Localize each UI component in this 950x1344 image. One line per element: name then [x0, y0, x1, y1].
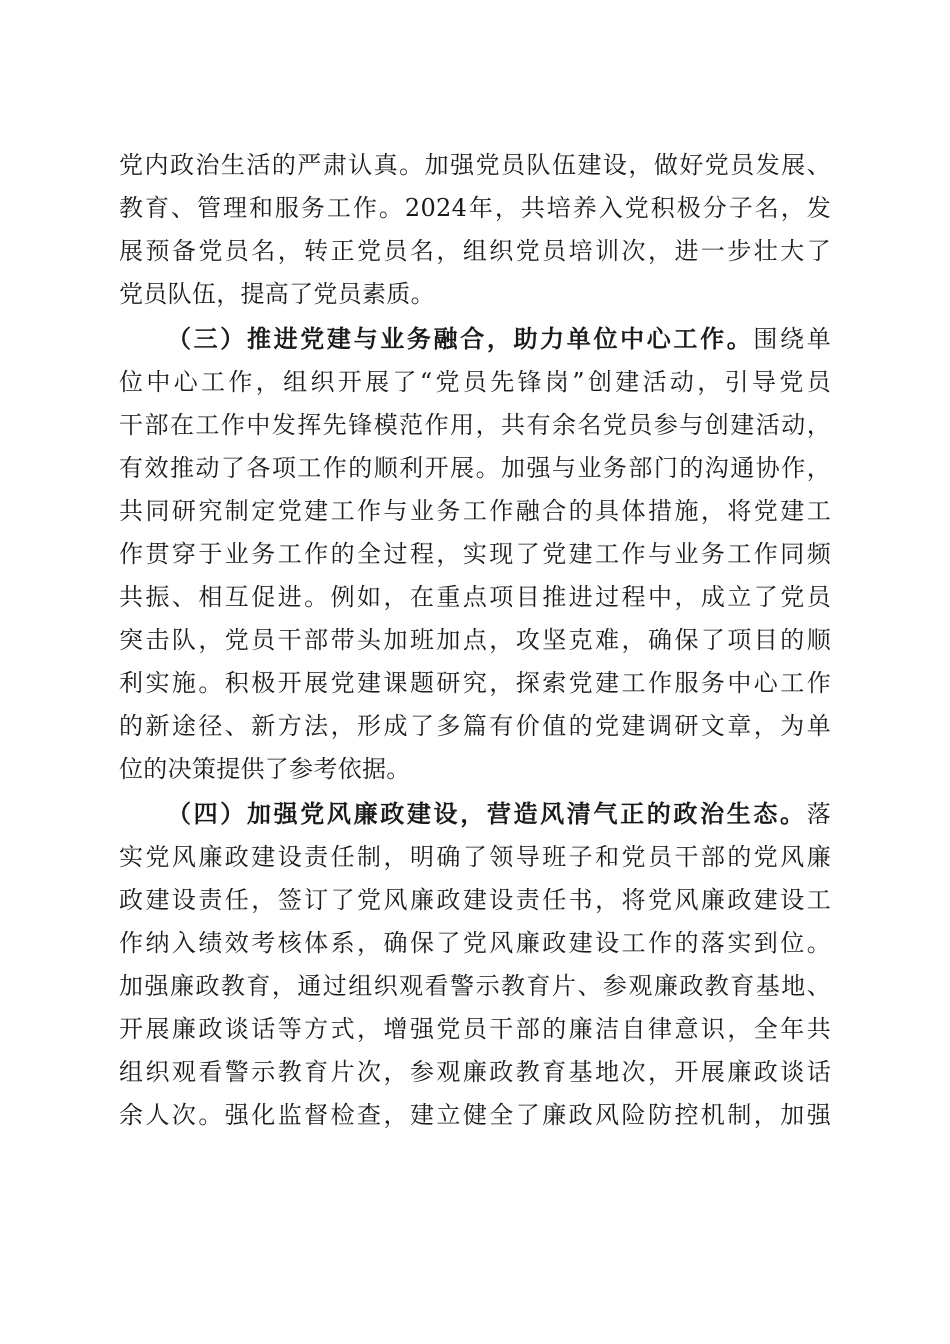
section-4-heading: （四）加强党风廉政建设，营造风清气正的政治生态。 — [167, 799, 807, 828]
text-line-20: 加强廉政教育，通过组织观看警示教育片、参观廉政教育基地、 — [119, 972, 831, 1000]
text-line-15: 位的决策提供了参考依据。 — [119, 755, 411, 783]
text-line-18: 政建设责任，签订了党风廉政建设责任书，将党风廉政建设工 — [119, 886, 831, 914]
section-3-heading: （三）推进党建与业务融合，助力单位中心工作。 — [167, 324, 754, 353]
text-line-2: 教育、管理和服务工作。2024年，共培养入党积极分子名，发 — [119, 194, 831, 222]
text-line-13: 利实施。积极开展党建课题研究，探索党建工作服务中心工作 — [119, 669, 831, 697]
text-line-11: 共振、相互促进。例如，在重点项目推进过程中，成立了党员 — [119, 583, 831, 611]
text-line-17: 实党风廉政建设责任制，明确了领导班子和党员干部的党风廉 — [119, 843, 831, 871]
section-4-lead-text: 落 — [806, 800, 831, 828]
text-line-14: 的新途径、新方法，形成了多篇有价值的党建调研文章，为单 — [119, 712, 831, 740]
section-4-line-1 — [167, 794, 831, 834]
text-line-1: 党内政治生活的严肃认真。加强党员队伍建设，做好党员发展、 — [119, 151, 831, 179]
section-3-lead-text: 围绕单 — [753, 325, 831, 353]
text-line-6: 位中心工作，组织开展了“党员先锋岗”创建活动，引导党员 — [119, 368, 831, 396]
text-line-21: 开展廉政谈话等方式，增强党员干部的廉洁自律意识，全年共 — [119, 1015, 831, 1043]
text-line-23: 余人次。强化监督检查，建立健全了廉政风险防控机制，加强 — [119, 1101, 831, 1129]
text-line-8: 有效推动了各项工作的顺利开展。加强与业务部门的沟通协作， — [119, 454, 831, 482]
text-line-10: 作贯穿于业务工作的全过程，实现了党建工作与业务工作同频 — [119, 540, 831, 568]
text-line-4: 党员队伍，提高了党员素质。 — [119, 280, 435, 308]
text-line-7: 干部在工作中发挥先锋模范作用，共有余名党员参与创建活动， — [119, 411, 831, 439]
text-line-19: 作纳入绩效考核体系，确保了党风廉政建设工作的落实到位。 — [119, 929, 831, 957]
section-3-line-1 — [167, 319, 831, 359]
text-line-22: 组织观看警示教育片次，参观廉政教育基地次，开展廉政谈话 — [119, 1058, 831, 1086]
text-line-9: 共同研究制定党建工作与业务工作融合的具体措施，将党建工 — [119, 497, 831, 525]
text-line-3: 展预备党员名，转正党员名，组织党员培训次，进一步壮大了 — [119, 237, 831, 265]
text-line-12: 突击队，党员干部带头加班加点，攻坚克难，确保了项目的顺 — [119, 626, 831, 654]
